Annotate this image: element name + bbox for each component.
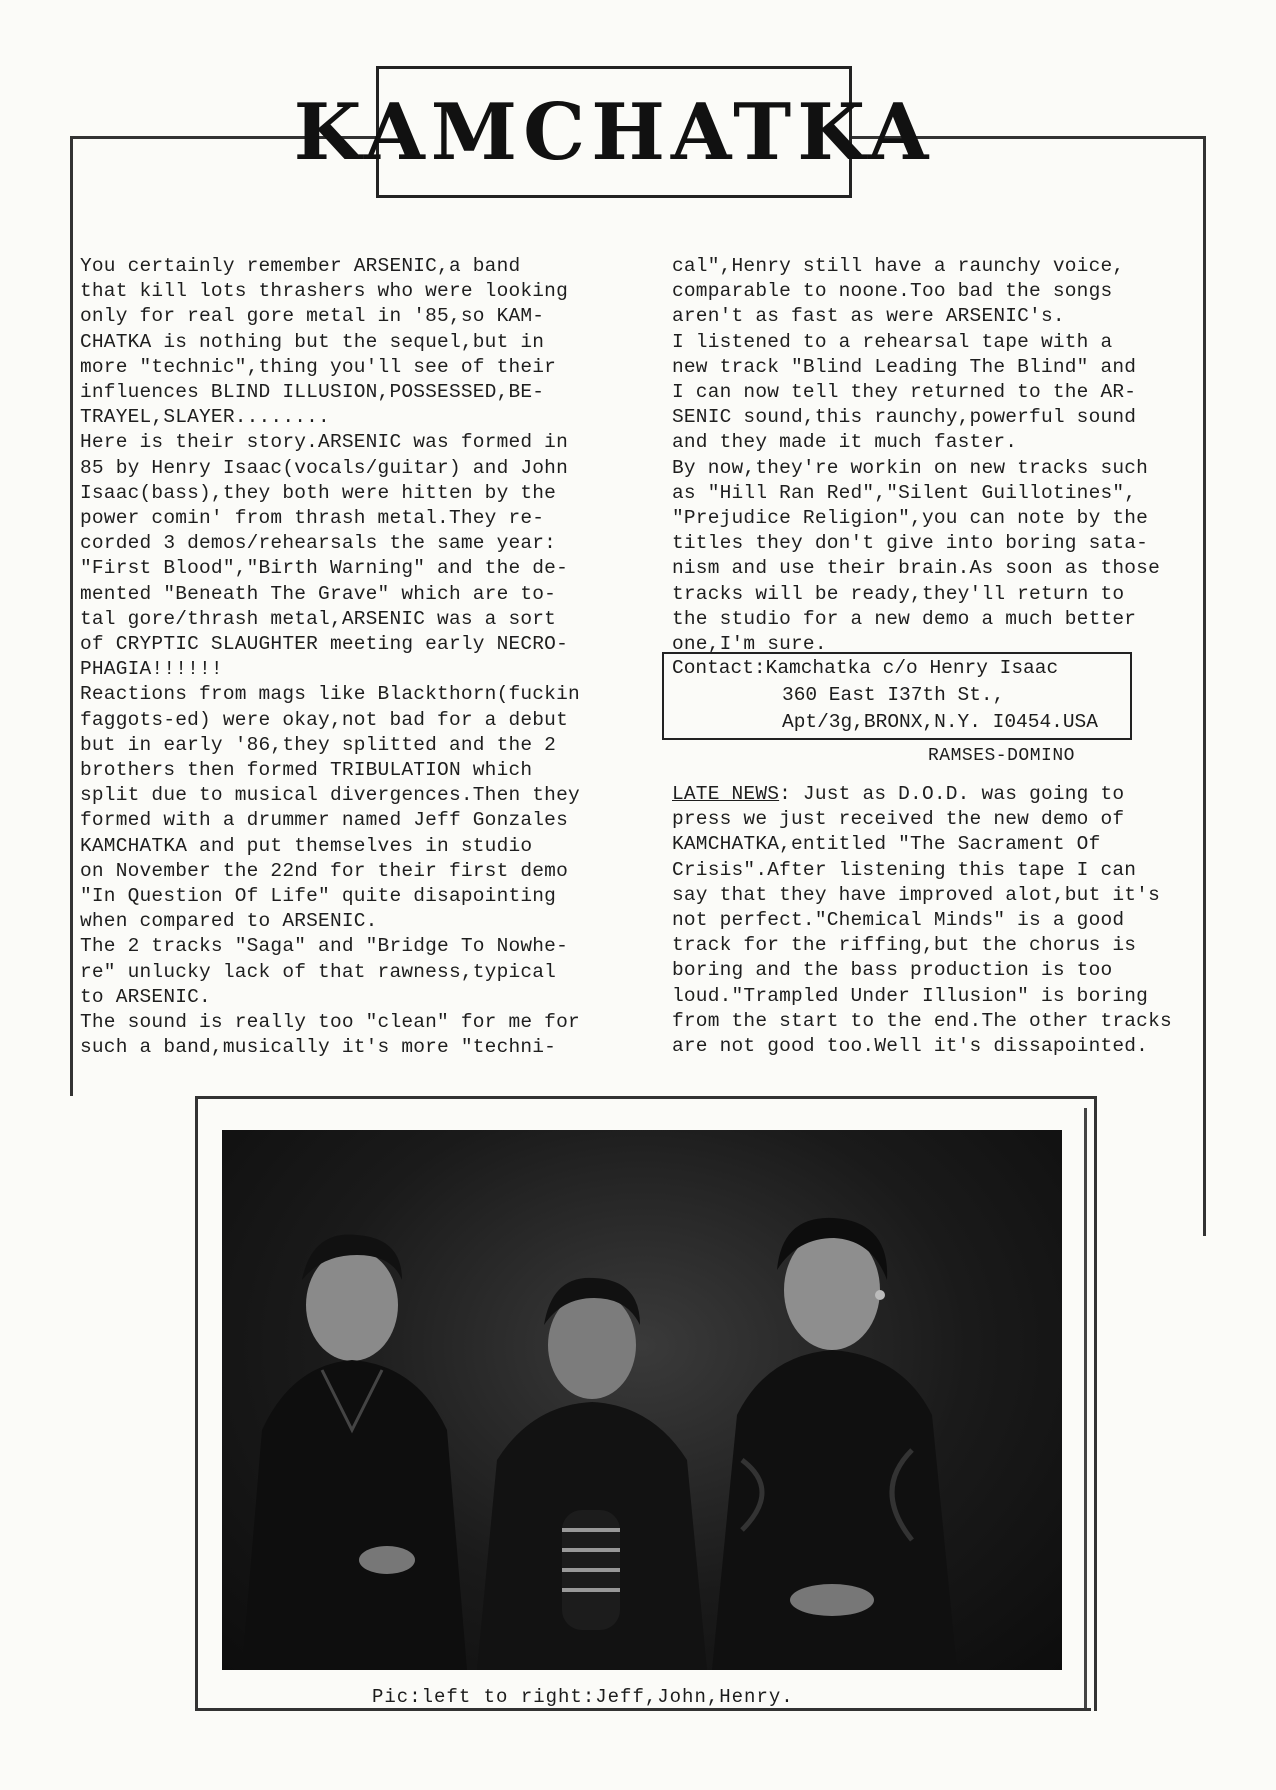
photo-caption: Pic:left to right:Jeff,John,Henry.: [372, 1686, 794, 1708]
photo-frame-inner-right: [1084, 1108, 1087, 1708]
contact-line-1: Contact:Kamchatka c/o Henry Isaac: [672, 657, 1059, 679]
person-middle: [477, 1278, 707, 1670]
author-signature: RAMSES-DOMINO: [928, 746, 1075, 766]
page-title: KAMCHATKA: [293, 86, 935, 178]
article-right-column: cal",Henry still have a raunchy voice, comparable to noone.Too bad the songs aren't as fast as were ARSENIC's. I listened to a rehearsal tape with a new track "Blind Leading The Blind" and I can now tell they returned to the AR- SENIC sound,this raunchy,powerful sound and they made it much faster. By now,they're workin on new tracks such as "Hill Ran Red","Silent Guillotines", "Prejudice Religion",you can note by the titles they don't give into boring sata- nism and use their brain.As soon as those tracks will be ready,they'll return to the studio for a new demo a much better one,I'm sure.: [672, 255, 1160, 656]
contact-box: [662, 652, 1132, 740]
late-news-section: [672, 782, 1232, 1059]
article-left-column: You certainly remember ARSENIC,a band that kill lots thrashers who were looking only for real gore metal in '85,so KAM- CHATKA is nothing but the sequel,but in more "technic",thing you'll see of their influences BLIND ILLUSION,POSSESSED,BE- TRAYEL,SLAYER........ Here is their story.ARSENIC was formed in 85 by Henry Isaac(vocals/guitar) and John Isaac(bass),they both were hitten by the power comin' from thrash metal.They re- corded 3 demos/rehearsals the same year: "First Blood","Birth Warning" and the de- mented "Beneath The Grave" which are to- tal gore/thrash metal,ARSENIC was a sort of CRYPTIC SLAUGHTER meeting early NECRO- PHAGIA!!!!!! Reactions from mags like Blackthorn(fuckin faggots-ed) were okay,not bad for a debut but in early '86,they splitted and the 2 brothers then formed TRIBULATION which split due to musical divergences.Then they formed with a drummer named Jeff Gonzales KAMCHATKA and put themselves in studio on November the 22nd for their first demo "In Question Of Life" quite disapointing when compared to ARSENIC. The 2 tracks "Saga" and "Bridge To Nowhe- re" unlucky lack of that rawness,typical to ARSENIC. The sound is really too "clean" for me for such a band,musically it's more "techni-: [80, 255, 580, 1059]
person-left: [242, 1235, 467, 1670]
article-frame-left: [70, 136, 73, 1096]
late-news-text: : Just as D.O.D. was going to press we just received the new demo of KAMCHATKA,entitled "The Sacrament Of Crisis".After listening this tape I can say that they have improved alot,but it's not perfect."Chemical Minds" is a good track for the riffing,but the chorus is boring and the bass production is too loud."Trampled Under Illusion" is boring from the start to the end.The other tracks are not good too.Well it's dissapointed.: [672, 783, 1172, 1058]
late-news-label: LATE NEWS: [672, 783, 780, 805]
person-right: [712, 1218, 957, 1670]
band-photo-illustration: [222, 1130, 1062, 1670]
contact-line-2: 360 East I37th St.,: [782, 684, 1005, 706]
contact-line-3: Apt/3g,BRONX,N.Y. I0454.USA: [782, 711, 1098, 733]
title-box: [293, 66, 935, 198]
band-photo: [222, 1130, 1062, 1670]
photo-frame-bottom: [195, 1708, 1091, 1711]
